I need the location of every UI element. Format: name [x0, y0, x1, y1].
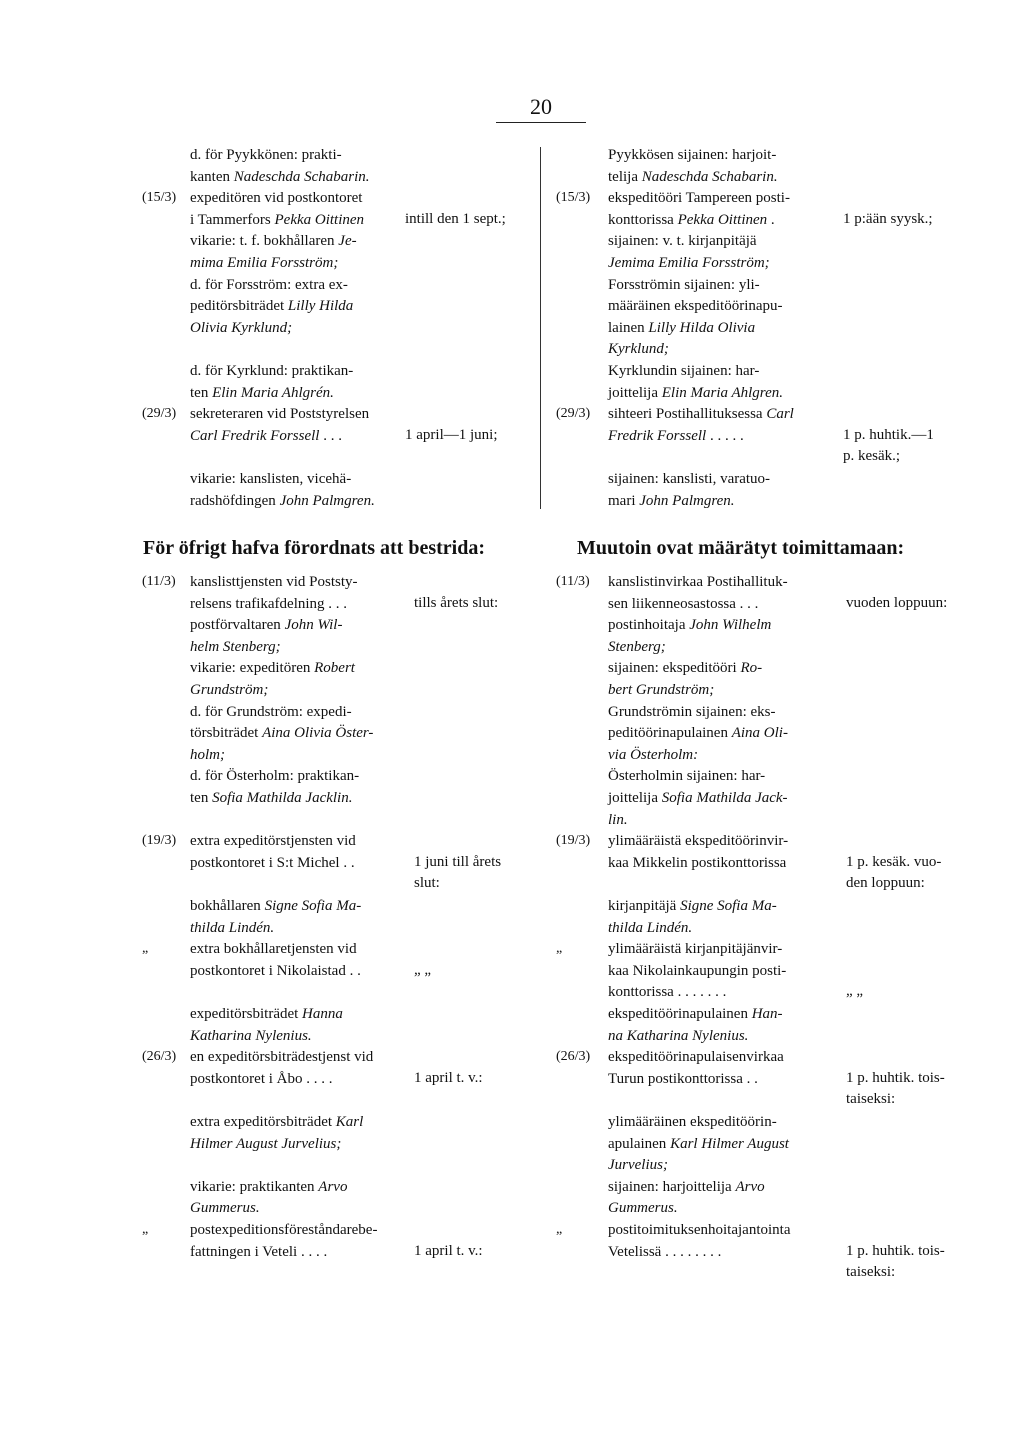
text-line: thilda Lindén.	[190, 919, 275, 936]
text-line: Kyrklund;	[608, 341, 669, 358]
text-line: ekspeditöörinapulainen Han-	[608, 1006, 783, 1022]
text-line: sihteeri Postihallituksessa Carl	[608, 406, 794, 423]
text-line: mari John Palmgren.	[608, 492, 735, 509]
text-line: kanslisttjensten vid Poststy-	[190, 574, 358, 590]
text-line: ylimääräistä kirjanpitäjänvir-	[608, 941, 783, 958]
date-marker: (26/3)	[556, 1049, 591, 1065]
text-line: Carl Fredrik Forssell . . .	[190, 427, 342, 444]
text-line: kaa Nikolainkaupungin posti-	[608, 962, 787, 979]
text-line: radshöfdingen John Palmgren.	[190, 492, 375, 509]
text-line: d. för Forsström: extra ex-	[190, 276, 348, 293]
text-line: d. för Grundström: expedi-	[190, 703, 352, 720]
text-line: konttorissa . . . . . . .	[608, 984, 727, 1001]
text-line: Vetelissä . . . . . . . .	[608, 1243, 722, 1260]
period-text: 1 p:ään syysk.;	[843, 210, 933, 227]
text-line: bokhållaren Signe Sofia Ma-	[190, 898, 362, 914]
page-number: 20	[530, 94, 552, 119]
text-line: kaa Mikkelin postikonttorissa	[608, 854, 787, 871]
date-marker: „	[142, 941, 149, 957]
period-text: 1 p. huhtik. tois-	[846, 1069, 945, 1086]
text-line: extra bokhållaretjensten vid	[190, 941, 357, 958]
date-marker: (29/3)	[142, 406, 177, 422]
text-line: ten Sofia Mathilda Jacklin.	[190, 790, 353, 806]
swedish-heading: För öfrigt hafva förordnats att bestrida:	[143, 537, 485, 559]
date-marker: „	[142, 1222, 149, 1237]
text-line: fattningen i Veteli . . . .	[190, 1243, 328, 1260]
period-text: 1 p. huhtik. tois-	[846, 1242, 945, 1259]
period-text: vuoden loppuun:	[846, 594, 948, 611]
text-line: Grundströmin sijainen: eks-	[608, 703, 776, 720]
text-line: Jemima Emilia Forsström;	[608, 255, 770, 271]
finnish-heading: Muutoin ovat määrätyt toimittamaan:	[577, 537, 905, 559]
period-text: slut:	[414, 875, 440, 892]
text-line: vikarie: expeditören Robert	[190, 660, 355, 677]
date-marker: (29/3)	[556, 406, 591, 422]
period-text: p. kesäk.;	[843, 448, 901, 465]
date-marker: „	[556, 941, 563, 957]
text-line: bert Grundström;	[608, 682, 715, 698]
text-line: postkontoret i Nikolaistad . .	[190, 962, 361, 979]
text-line: Jurvelius;	[608, 1157, 668, 1174]
text-line: en expeditörsbiträdestjenst vid	[190, 1049, 374, 1066]
column-divider	[540, 147, 541, 509]
text-line: Forsströmin sijainen: yli-	[608, 276, 760, 293]
text-line: Österholmin sijainen: har-	[608, 768, 766, 785]
text-line: extra expeditörstjensten vid	[190, 833, 356, 850]
date-marker: „	[556, 1222, 563, 1237]
text-line: ekspeditööri Tampereen posti-	[608, 190, 790, 207]
text-line: postkontoret i Åbo . . . .	[190, 1070, 333, 1087]
text-line: määräinen ekspeditöörinapu-	[608, 298, 783, 315]
period-text: intill den 1 sept.;	[405, 210, 506, 227]
period-text: tills årets slut:	[414, 594, 499, 611]
text-line: Gummerus.	[608, 1200, 678, 1217]
text-line: Grundström;	[190, 682, 269, 698]
period-text: taiseksi:	[846, 1091, 896, 1108]
text-line: postförvaltaren John Wil-	[190, 617, 343, 634]
text-line: Katharina Nylenius.	[190, 1027, 312, 1044]
text-line: expeditörsbiträdet Hanna	[190, 1006, 343, 1022]
period-text: „ „	[414, 961, 432, 978]
text-line: kanten Nadeschda Schabarin.	[190, 168, 370, 185]
text-line: joittelija Elin Maria Ahlgren.	[608, 384, 783, 401]
period-text: 1 juni till årets	[414, 853, 502, 870]
text-line: Kyrklundin sijainen: har-	[608, 363, 760, 379]
text-line: thilda Lindén.	[608, 919, 693, 936]
text-line: Fredrik Forssell . . . . .	[608, 427, 744, 444]
period-text: den loppuun:	[846, 875, 925, 892]
period-text: 1 p. kesäk. vuo-	[846, 853, 942, 870]
period-text: taiseksi:	[846, 1264, 896, 1281]
text-line: peditörsbiträdet Lilly Hilda	[190, 298, 354, 315]
text-line: vikarie: kanslisten, vicehä-	[190, 471, 352, 487]
text-line: sijainen: ekspeditööri Ro-	[608, 660, 763, 677]
text-line: vikarie: praktikanten Arvo	[190, 1178, 348, 1195]
text-line: postitoimituksenhoitajantointa	[608, 1222, 791, 1238]
text-line: relsens trafikafdelning . . .	[190, 595, 348, 612]
date-marker: (11/3)	[556, 574, 590, 589]
text-line: törsbiträdet Aina Olivia Öster-	[190, 725, 374, 742]
text-line: konttorissa Pekka Oittinen .	[608, 211, 775, 228]
date-marker: (15/3)	[556, 190, 591, 206]
text-line: apulainen Karl Hilmer August	[608, 1135, 789, 1152]
text-line: ten Elin Maria Ahlgrén.	[190, 384, 334, 401]
period-text: 1 april t. v.:	[414, 1242, 483, 1259]
text-line: via Österholm:	[608, 746, 699, 763]
text-line: d. för Österholm: praktikan-	[190, 768, 360, 785]
text-line: sekreteraren vid Poststyrelsen	[190, 406, 370, 423]
date-marker: (15/3)	[142, 190, 177, 206]
text-line: expeditören vid postkontoret	[190, 190, 363, 207]
period-text: 1 april t. v.:	[414, 1069, 483, 1086]
text-line: lin.	[608, 811, 628, 828]
text-line: postexpeditionsföreståndarebe-	[190, 1222, 378, 1238]
text-line: joittelija Sofia Mathilda Jack-	[608, 790, 788, 806]
text-line: postkontoret i S:t Michel . .	[190, 854, 355, 871]
text-line: i Tammerfors Pekka Oittinen	[190, 211, 365, 228]
text-line: vikarie: t. f. bokhållaren Je-	[190, 233, 357, 250]
text-line: kirjanpitäjä Signe Sofia Ma-	[608, 898, 777, 914]
text-line: sijainen: harjoittelija Arvo	[608, 1178, 765, 1195]
text-line: ekspeditöörinapulaisenvirkaa	[608, 1049, 784, 1066]
text-line: d. för Pyykkönen: prakti-	[190, 147, 342, 163]
text-line: ylimääräinen ekspeditöörin-	[608, 1114, 777, 1130]
text-line: sen liikenneosastossa . . .	[608, 595, 759, 612]
text-line: sijainen: kanslisti, varatuo-	[608, 471, 771, 487]
text-line: telija Nadeschda Schabarin.	[608, 168, 778, 185]
text-line: Hilmer August Jurvelius;	[190, 1135, 342, 1152]
date-marker: (19/3)	[142, 833, 177, 849]
period-text: „ „	[846, 983, 864, 1000]
text-line: mima Emilia Forsström;	[190, 255, 339, 271]
text-line: helm Stenberg;	[190, 638, 281, 655]
text-line: Gummerus.	[190, 1200, 260, 1217]
page-number-rule	[496, 122, 586, 123]
text-line: lainen Lilly Hilda Olivia	[608, 319, 756, 336]
text-line: Turun postikonttorissa . .	[608, 1070, 758, 1087]
text-line: kanslistinvirkaa Postihallituk-	[608, 574, 788, 590]
text-line: peditöörinapulainen Aina Oli-	[608, 725, 788, 742]
date-marker: (11/3)	[142, 574, 176, 589]
text-line: Stenberg;	[608, 638, 666, 655]
text-line: extra expeditörsbiträdet Karl	[190, 1114, 364, 1130]
text-line: postinhoitaja John Wilhelm	[608, 617, 772, 634]
text-line: ylimääräistä ekspeditöörinvir-	[608, 833, 789, 850]
text-line: Pyykkösen sijainen: harjoit-	[608, 147, 777, 163]
date-marker: (19/3)	[556, 833, 591, 849]
text-line: sijainen: v. t. kirjanpitäjä	[608, 233, 757, 250]
text-line: holm;	[190, 746, 225, 763]
period-text: 1 p. huhtik.—1	[843, 426, 934, 443]
period-text: 1 april—1 juni;	[405, 426, 498, 443]
text-line: Olivia Kyrklund;	[190, 319, 293, 336]
text-line: na Katharina Nylenius.	[608, 1027, 749, 1044]
date-marker: (26/3)	[142, 1049, 177, 1065]
text-line: d. för Kyrklund: praktikan-	[190, 363, 354, 379]
